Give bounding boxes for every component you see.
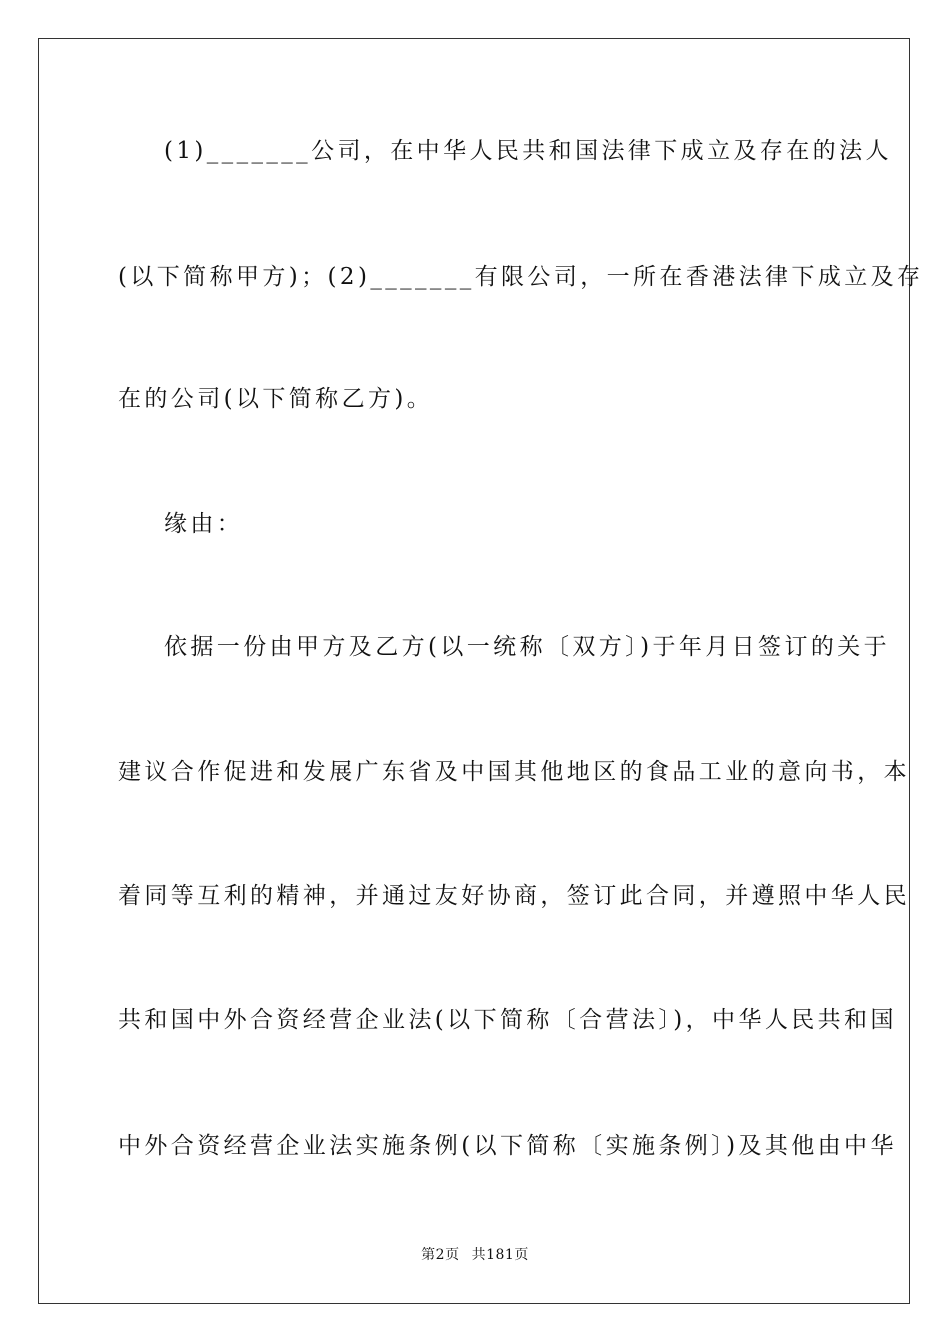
text-line: (以下简称甲方)；(2)_______有限公司，一所在香港法律下成立及存 — [118, 264, 924, 290]
text-line: 建议合作促进和发展广东省及中国其他地区的食品工业的意向书，本 — [118, 759, 910, 785]
text-line: 共和国中外合资经营企业法(以下简称〔合营法〕)，中华人民共和国 — [118, 1007, 897, 1033]
page-footer — [0, 1244, 950, 1264]
text-line: 着同等互利的精神，并通过友好协商，签订此合同，并遵照中华人民 — [118, 883, 910, 909]
section-heading: 缘由： — [164, 511, 244, 537]
text-line: 依据一份由甲方及乙方(以一统称〔双方〕)于年月日签订的关于 — [164, 634, 891, 660]
current-page: 第2页 — [421, 1247, 460, 1263]
text-line: (1)_______公司，在中华人民共和国法律下成立及存在的法人 — [164, 138, 892, 164]
text-line: 中外合资经营企业法实施条例(以下简称〔实施条例〕)及其他由中华 — [118, 1133, 897, 1159]
page-border — [38, 38, 924, 1304]
total-pages: 共181页 — [471, 1247, 529, 1263]
text-line: 在的公司(以下简称乙方)。 — [118, 386, 434, 412]
